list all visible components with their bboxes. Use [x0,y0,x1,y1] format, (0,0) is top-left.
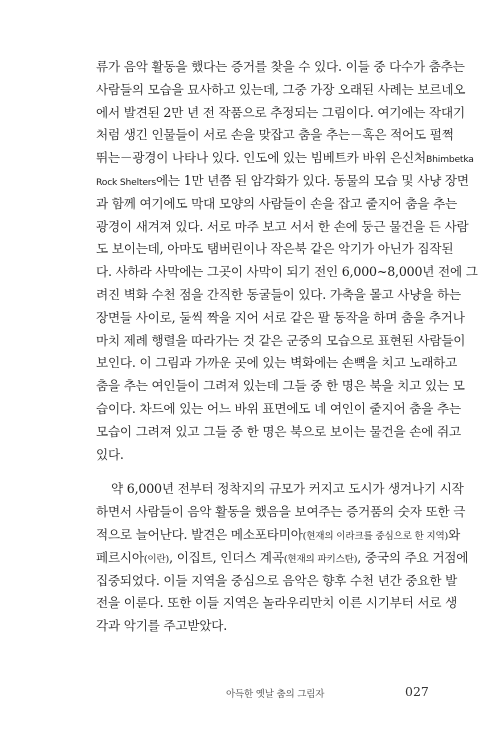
text-line: 사람들의 모습을 묘사하고 있는데, 그중 가장 오래된 사례는 보르네오 [96,81,466,97]
text-run: 뛰는－광경이 나타나 있다. 인도에 있는 빔베트카 바위 은신처 [96,150,426,166]
text-line: 도 보이는데, 아마도 탬버린이나 작은북 같은 악기가 아닌가 짐작된 [96,241,454,257]
text-line: 춤을 추는 여인들이 그려져 있는데 그들 중 한 명은 북을 치고 있는 모 [96,378,465,394]
latin-term: Rock Shelters [96,176,156,188]
text-line: 약 6,000년 전부터 정착지의 규모가 커지고 도시가 생겨나기 시작 [111,481,464,497]
latin-term: Bhimbetka [426,154,474,166]
annotation: (이란) [143,553,170,565]
paragraph-1 [96,56,478,466]
text-line: 류가 음악 활동을 했다는 증거를 찾을 수 있다. 이들 중 다수가 춤추는 [96,59,465,74]
text-line [96,170,469,193]
paragraph-2 [96,478,469,638]
text-line: 보인다. 이 그림과 가까운 곳에 있는 벽화에는 손뼉을 치고 노래하고 [96,355,458,371]
text-line: 하면서 사람들이 음악 활동을 했음을 보여주는 증거품의 숫자 또한 극 [96,504,466,520]
text-run: 에는 1만 년쯤 된 암각화가 있다. 동물의 모습 및 사냥 장면 [155,172,469,188]
page-number: 027 [405,684,429,699]
text-line: 습이다. 차드에 있는 어느 바위 표면에도 네 여인이 줄지어 춤을 추는 [96,400,461,416]
text-run: , 이집트, 인더스 계곡 [169,549,284,565]
text-line: 있다. [96,446,124,462]
text-line: 에서 발견된 2만 년 전 작품으로 추정되는 그림이다. 여기에는 작대기 [96,104,465,120]
annotation: (현재의 파키스탄) [283,553,358,565]
text-line: 각과 악기를 주고받았다. [96,618,228,634]
text-line [96,147,474,170]
text-run: 적으로 늘어난다. 발견은 메소포타미아 [96,526,303,542]
running-title: 아득한 옛날 춤의 그림자 [226,689,325,700]
page-footer [0,684,500,704]
text-line: 장면들 사이로, 둘씩 짝을 지어 서로 같은 팔 동작을 하며 춤을 추거나 [96,309,465,325]
text-line: 처럼 생긴 인물들이 서로 손을 맞잡고 춤을 추는－혹은 적어도 펄쩍 [96,127,454,143]
text-line: 마치 제례 행렬을 따라가는 것 같은 군중의 모습으로 표현된 사람들이 [96,332,466,348]
annotation: (현재의 이라크를 중심으로 한 지역) [302,530,449,542]
text-line: 다. 사하라 사막에는 그곳이 사막이 되기 전인 6,000~8,000년 전에 그 [96,264,478,280]
text-line: 집중되었다. 이들 지역을 중심으로 음악은 향후 수천 년간 중요한 발 [96,572,458,588]
text-run: , 중국의 주요 거점에 [357,549,469,565]
text-line: 려진 벽화 수천 점을 간직한 동굴들이 있다. 가축을 몰고 사냥을 하는 [96,286,461,302]
text-line [96,547,469,570]
text-line: 과 함께 여기에도 막대 모양의 사람들이 손을 잡고 줄지어 춤을 추는 [96,195,458,211]
paragraph-gap [96,466,432,478]
text-line: 모습이 그려져 있고 그들 중 한 명은 북으로 보이는 물건을 손에 쥐고 [96,423,461,439]
text-run: 와 [448,526,461,542]
text-line: 광경이 새겨져 있다. 서로 마주 보고 서서 한 손에 둥근 물건을 든 사람 [96,218,469,234]
text-line [96,524,461,547]
text-run: 페르시아 [96,549,144,565]
text-line: 전을 이룬다. 또한 이들 지역은 놀라우리만치 이른 시기부터 서로 생 [96,595,458,611]
body-text [96,56,478,638]
